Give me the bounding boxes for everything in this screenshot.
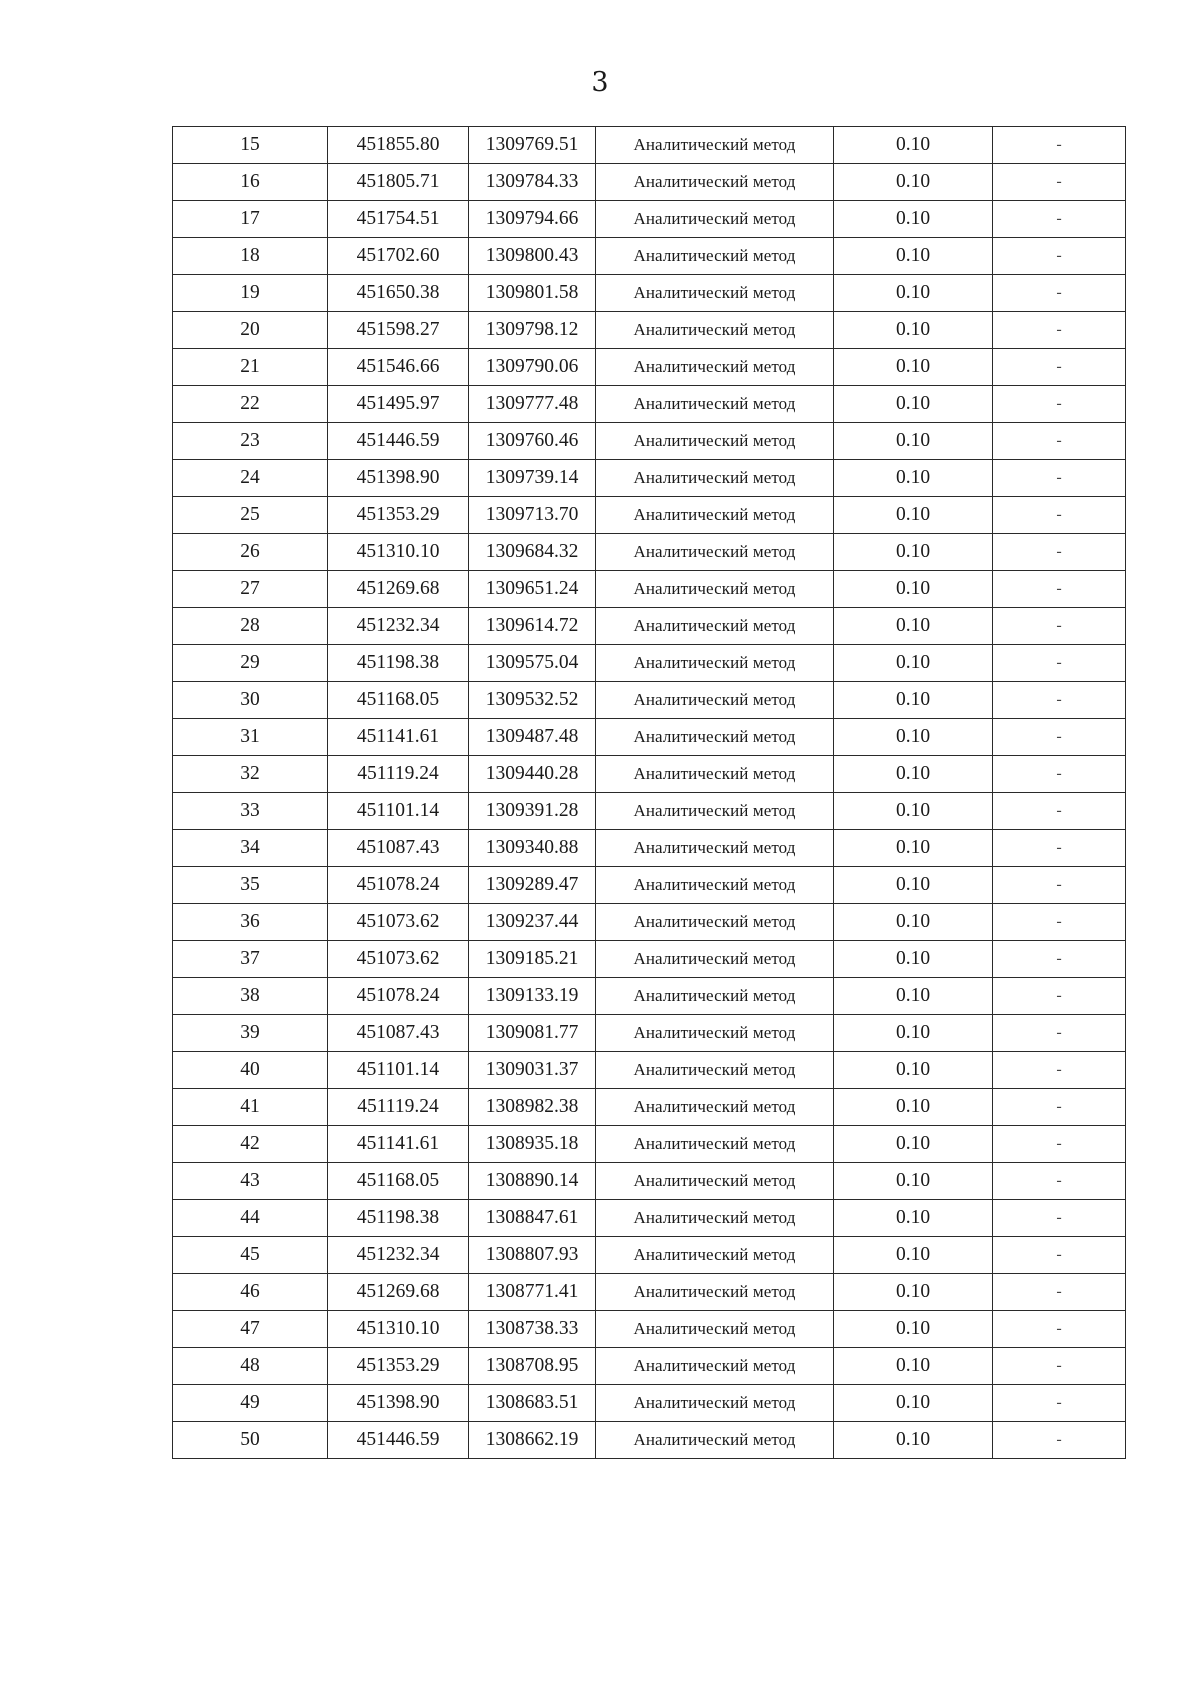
- note-cell: -: [993, 904, 1126, 941]
- y-coordinate-cell: 1308982.38: [469, 1089, 596, 1126]
- x-coordinate-cell: 451446.59: [328, 1422, 469, 1459]
- point-number-cell: 26: [173, 534, 328, 571]
- note-cell: -: [993, 238, 1126, 275]
- point-number-cell: 20: [173, 312, 328, 349]
- method-cell: Аналитический метод: [596, 571, 834, 608]
- point-number-cell: 24: [173, 460, 328, 497]
- note-cell: -: [993, 1311, 1126, 1348]
- note-cell: -: [993, 1348, 1126, 1385]
- accuracy-cell: 0.10: [834, 719, 993, 756]
- point-number-cell: 50: [173, 1422, 328, 1459]
- x-coordinate-cell: 451232.34: [328, 1237, 469, 1274]
- table-row: [173, 1052, 1126, 1089]
- point-number-cell: 40: [173, 1052, 328, 1089]
- y-coordinate-cell: 1309713.70: [469, 497, 596, 534]
- y-coordinate-cell: 1308890.14: [469, 1163, 596, 1200]
- note-cell: -: [993, 127, 1126, 164]
- y-coordinate-cell: 1308683.51: [469, 1385, 596, 1422]
- note-cell: -: [993, 1126, 1126, 1163]
- accuracy-cell: 0.10: [834, 682, 993, 719]
- x-coordinate-cell: 451101.14: [328, 793, 469, 830]
- table-row: [173, 1163, 1126, 1200]
- table-row: [173, 571, 1126, 608]
- x-coordinate-cell: 451119.24: [328, 1089, 469, 1126]
- accuracy-cell: 0.10: [834, 1311, 993, 1348]
- x-coordinate-cell: 451353.29: [328, 497, 469, 534]
- note-cell: -: [993, 1052, 1126, 1089]
- note-cell: -: [993, 608, 1126, 645]
- table-row: [173, 793, 1126, 830]
- table-row: [173, 941, 1126, 978]
- table-row: [173, 1274, 1126, 1311]
- method-cell: Аналитический метод: [596, 1348, 834, 1385]
- method-cell: Аналитический метод: [596, 349, 834, 386]
- method-cell: Аналитический метод: [596, 1200, 834, 1237]
- method-cell: Аналитический метод: [596, 719, 834, 756]
- x-coordinate-cell: 451702.60: [328, 238, 469, 275]
- y-coordinate-cell: 1309769.51: [469, 127, 596, 164]
- note-cell: -: [993, 645, 1126, 682]
- table-row: [173, 830, 1126, 867]
- table-row: [173, 386, 1126, 423]
- point-number-cell: 31: [173, 719, 328, 756]
- x-coordinate-cell: 451310.10: [328, 1311, 469, 1348]
- x-coordinate-cell: 451855.80: [328, 127, 469, 164]
- method-cell: Аналитический метод: [596, 756, 834, 793]
- method-cell: Аналитический метод: [596, 645, 834, 682]
- point-number-cell: 15: [173, 127, 328, 164]
- x-coordinate-cell: 451073.62: [328, 941, 469, 978]
- point-number-cell: 25: [173, 497, 328, 534]
- accuracy-cell: 0.10: [834, 275, 993, 312]
- table-row: [173, 1089, 1126, 1126]
- note-cell: -: [993, 571, 1126, 608]
- method-cell: Аналитический метод: [596, 1052, 834, 1089]
- note-cell: -: [993, 830, 1126, 867]
- note-cell: -: [993, 423, 1126, 460]
- y-coordinate-cell: 1309614.72: [469, 608, 596, 645]
- method-cell: Аналитический метод: [596, 682, 834, 719]
- x-coordinate-cell: 451598.27: [328, 312, 469, 349]
- note-cell: -: [993, 534, 1126, 571]
- x-coordinate-cell: 451398.90: [328, 1385, 469, 1422]
- method-cell: Аналитический метод: [596, 497, 834, 534]
- table-row: [173, 460, 1126, 497]
- point-number-cell: 22: [173, 386, 328, 423]
- method-cell: Аналитический метод: [596, 1126, 834, 1163]
- point-number-cell: 33: [173, 793, 328, 830]
- accuracy-cell: 0.10: [834, 312, 993, 349]
- point-number-cell: 41: [173, 1089, 328, 1126]
- y-coordinate-cell: 1308662.19: [469, 1422, 596, 1459]
- y-coordinate-cell: 1309777.48: [469, 386, 596, 423]
- note-cell: -: [993, 756, 1126, 793]
- y-coordinate-cell: 1308738.33: [469, 1311, 596, 1348]
- x-coordinate-cell: 451087.43: [328, 1015, 469, 1052]
- method-cell: Аналитический метод: [596, 275, 834, 312]
- accuracy-cell: 0.10: [834, 830, 993, 867]
- table-row: [173, 275, 1126, 312]
- method-cell: Аналитический метод: [596, 793, 834, 830]
- accuracy-cell: 0.10: [834, 423, 993, 460]
- note-cell: -: [993, 386, 1126, 423]
- method-cell: Аналитический метод: [596, 423, 834, 460]
- table-row: [173, 682, 1126, 719]
- accuracy-cell: 0.10: [834, 904, 993, 941]
- point-number-cell: 32: [173, 756, 328, 793]
- y-coordinate-cell: 1309798.12: [469, 312, 596, 349]
- accuracy-cell: 0.10: [834, 1237, 993, 1274]
- x-coordinate-cell: 451805.71: [328, 164, 469, 201]
- method-cell: Аналитический метод: [596, 534, 834, 571]
- table-row: [173, 719, 1126, 756]
- x-coordinate-cell: 451141.61: [328, 1126, 469, 1163]
- accuracy-cell: 0.10: [834, 349, 993, 386]
- accuracy-cell: 0.10: [834, 127, 993, 164]
- method-cell: Аналитический метод: [596, 830, 834, 867]
- method-cell: Аналитический метод: [596, 1422, 834, 1459]
- method-cell: Аналитический метод: [596, 1163, 834, 1200]
- y-coordinate-cell: 1309790.06: [469, 349, 596, 386]
- table-row: [173, 534, 1126, 571]
- point-number-cell: 45: [173, 1237, 328, 1274]
- accuracy-cell: 0.10: [834, 867, 993, 904]
- x-coordinate-cell: 451232.34: [328, 608, 469, 645]
- point-number-cell: 43: [173, 1163, 328, 1200]
- y-coordinate-cell: 1309575.04: [469, 645, 596, 682]
- y-coordinate-cell: 1309784.33: [469, 164, 596, 201]
- note-cell: -: [993, 201, 1126, 238]
- accuracy-cell: 0.10: [834, 1348, 993, 1385]
- table-body: [173, 127, 1126, 1459]
- note-cell: -: [993, 867, 1126, 904]
- table-row: [173, 349, 1126, 386]
- accuracy-cell: 0.10: [834, 1274, 993, 1311]
- y-coordinate-cell: 1309440.28: [469, 756, 596, 793]
- accuracy-cell: 0.10: [834, 238, 993, 275]
- point-number-cell: 44: [173, 1200, 328, 1237]
- table-row: [173, 423, 1126, 460]
- table-row: [173, 238, 1126, 275]
- point-number-cell: 19: [173, 275, 328, 312]
- x-coordinate-cell: 451198.38: [328, 645, 469, 682]
- y-coordinate-cell: 1308847.61: [469, 1200, 596, 1237]
- point-number-cell: 47: [173, 1311, 328, 1348]
- x-coordinate-cell: 451310.10: [328, 534, 469, 571]
- accuracy-cell: 0.10: [834, 793, 993, 830]
- y-coordinate-cell: 1309185.21: [469, 941, 596, 978]
- x-coordinate-cell: 451073.62: [328, 904, 469, 941]
- y-coordinate-cell: 1309651.24: [469, 571, 596, 608]
- y-coordinate-cell: 1309739.14: [469, 460, 596, 497]
- method-cell: Аналитический метод: [596, 941, 834, 978]
- y-coordinate-cell: 1309081.77: [469, 1015, 596, 1052]
- x-coordinate-cell: 451087.43: [328, 830, 469, 867]
- accuracy-cell: 0.10: [834, 978, 993, 1015]
- table-row: [173, 127, 1126, 164]
- accuracy-cell: 0.10: [834, 201, 993, 238]
- y-coordinate-cell: 1309340.88: [469, 830, 596, 867]
- point-number-cell: 49: [173, 1385, 328, 1422]
- note-cell: -: [993, 941, 1126, 978]
- note-cell: -: [993, 497, 1126, 534]
- method-cell: Аналитический метод: [596, 201, 834, 238]
- method-cell: Аналитический метод: [596, 904, 834, 941]
- note-cell: -: [993, 460, 1126, 497]
- x-coordinate-cell: 451269.68: [328, 1274, 469, 1311]
- note-cell: -: [993, 1274, 1126, 1311]
- table-row: [173, 904, 1126, 941]
- note-cell: -: [993, 793, 1126, 830]
- accuracy-cell: 0.10: [834, 571, 993, 608]
- accuracy-cell: 0.10: [834, 1089, 993, 1126]
- y-coordinate-cell: 1309237.44: [469, 904, 596, 941]
- y-coordinate-cell: 1308771.41: [469, 1274, 596, 1311]
- point-number-cell: 17: [173, 201, 328, 238]
- accuracy-cell: 0.10: [834, 941, 993, 978]
- point-number-cell: 46: [173, 1274, 328, 1311]
- y-coordinate-cell: 1309289.47: [469, 867, 596, 904]
- y-coordinate-cell: 1308807.93: [469, 1237, 596, 1274]
- x-coordinate-cell: 451168.05: [328, 682, 469, 719]
- x-coordinate-cell: 451141.61: [328, 719, 469, 756]
- point-number-cell: 36: [173, 904, 328, 941]
- method-cell: Аналитический метод: [596, 312, 834, 349]
- point-number-cell: 27: [173, 571, 328, 608]
- y-coordinate-cell: 1309801.58: [469, 275, 596, 312]
- table-row: [173, 978, 1126, 1015]
- point-number-cell: 37: [173, 941, 328, 978]
- y-coordinate-cell: 1309684.32: [469, 534, 596, 571]
- note-cell: -: [993, 1422, 1126, 1459]
- point-number-cell: 28: [173, 608, 328, 645]
- x-coordinate-cell: 451446.59: [328, 423, 469, 460]
- accuracy-cell: 0.10: [834, 645, 993, 682]
- method-cell: Аналитический метод: [596, 1237, 834, 1274]
- point-number-cell: 30: [173, 682, 328, 719]
- y-coordinate-cell: 1309532.52: [469, 682, 596, 719]
- x-coordinate-cell: 451078.24: [328, 978, 469, 1015]
- point-number-cell: 34: [173, 830, 328, 867]
- accuracy-cell: 0.10: [834, 608, 993, 645]
- table-row: [173, 1311, 1126, 1348]
- note-cell: -: [993, 719, 1126, 756]
- table-row: [173, 1422, 1126, 1459]
- point-number-cell: 18: [173, 238, 328, 275]
- point-number-cell: 16: [173, 164, 328, 201]
- accuracy-cell: 0.10: [834, 460, 993, 497]
- coordinates-table: [172, 126, 1126, 1459]
- table-row: [173, 1348, 1126, 1385]
- table-row: [173, 164, 1126, 201]
- method-cell: Аналитический метод: [596, 164, 834, 201]
- x-coordinate-cell: 451353.29: [328, 1348, 469, 1385]
- x-coordinate-cell: 451168.05: [328, 1163, 469, 1200]
- y-coordinate-cell: 1308708.95: [469, 1348, 596, 1385]
- x-coordinate-cell: 451198.38: [328, 1200, 469, 1237]
- note-cell: -: [993, 1200, 1126, 1237]
- accuracy-cell: 0.10: [834, 1163, 993, 1200]
- point-number-cell: 42: [173, 1126, 328, 1163]
- accuracy-cell: 0.10: [834, 1052, 993, 1089]
- method-cell: Аналитический метод: [596, 238, 834, 275]
- point-number-cell: 23: [173, 423, 328, 460]
- table-row: [173, 497, 1126, 534]
- table-row: [173, 608, 1126, 645]
- table-row: [173, 1200, 1126, 1237]
- table-row: [173, 1237, 1126, 1274]
- x-coordinate-cell: 451078.24: [328, 867, 469, 904]
- point-number-cell: 29: [173, 645, 328, 682]
- note-cell: -: [993, 312, 1126, 349]
- x-coordinate-cell: 451269.68: [328, 571, 469, 608]
- point-number-cell: 21: [173, 349, 328, 386]
- point-number-cell: 48: [173, 1348, 328, 1385]
- method-cell: Аналитический метод: [596, 978, 834, 1015]
- method-cell: Аналитический метод: [596, 608, 834, 645]
- note-cell: -: [993, 1237, 1126, 1274]
- table-row: [173, 1015, 1126, 1052]
- y-coordinate-cell: 1309031.37: [469, 1052, 596, 1089]
- accuracy-cell: 0.10: [834, 386, 993, 423]
- y-coordinate-cell: 1309794.66: [469, 201, 596, 238]
- table-row: [173, 1385, 1126, 1422]
- table-row: [173, 201, 1126, 238]
- note-cell: -: [993, 1015, 1126, 1052]
- table-row: [173, 867, 1126, 904]
- accuracy-cell: 0.10: [834, 1385, 993, 1422]
- method-cell: Аналитический метод: [596, 1089, 834, 1126]
- table-row: [173, 645, 1126, 682]
- accuracy-cell: 0.10: [834, 1422, 993, 1459]
- y-coordinate-cell: 1309487.48: [469, 719, 596, 756]
- note-cell: -: [993, 978, 1126, 1015]
- method-cell: Аналитический метод: [596, 867, 834, 904]
- accuracy-cell: 0.10: [834, 164, 993, 201]
- x-coordinate-cell: 451495.97: [328, 386, 469, 423]
- note-cell: -: [993, 349, 1126, 386]
- x-coordinate-cell: 451398.90: [328, 460, 469, 497]
- point-number-cell: 39: [173, 1015, 328, 1052]
- method-cell: Аналитический метод: [596, 386, 834, 423]
- y-coordinate-cell: 1308935.18: [469, 1126, 596, 1163]
- method-cell: Аналитический метод: [596, 1015, 834, 1052]
- y-coordinate-cell: 1309133.19: [469, 978, 596, 1015]
- method-cell: Аналитический метод: [596, 460, 834, 497]
- method-cell: Аналитический метод: [596, 1274, 834, 1311]
- accuracy-cell: 0.10: [834, 1200, 993, 1237]
- x-coordinate-cell: 451119.24: [328, 756, 469, 793]
- method-cell: Аналитический метод: [596, 127, 834, 164]
- note-cell: -: [993, 1385, 1126, 1422]
- method-cell: Аналитический метод: [596, 1311, 834, 1348]
- method-cell: Аналитический метод: [596, 1385, 834, 1422]
- accuracy-cell: 0.10: [834, 497, 993, 534]
- table-row: [173, 312, 1126, 349]
- page-number: 3: [591, 67, 609, 98]
- note-cell: -: [993, 1089, 1126, 1126]
- accuracy-cell: 0.10: [834, 534, 993, 571]
- table-row: [173, 756, 1126, 793]
- accuracy-cell: 0.10: [834, 1015, 993, 1052]
- y-coordinate-cell: 1309391.28: [469, 793, 596, 830]
- accuracy-cell: 0.10: [834, 756, 993, 793]
- x-coordinate-cell: 451754.51: [328, 201, 469, 238]
- accuracy-cell: 0.10: [834, 1126, 993, 1163]
- point-number-cell: 35: [173, 867, 328, 904]
- note-cell: -: [993, 164, 1126, 201]
- y-coordinate-cell: 1309760.46: [469, 423, 596, 460]
- note-cell: -: [993, 682, 1126, 719]
- note-cell: -: [993, 1163, 1126, 1200]
- x-coordinate-cell: 451650.38: [328, 275, 469, 312]
- note-cell: -: [993, 275, 1126, 312]
- y-coordinate-cell: 1309800.43: [469, 238, 596, 275]
- x-coordinate-cell: 451101.14: [328, 1052, 469, 1089]
- point-number-cell: 38: [173, 978, 328, 1015]
- table-row: [173, 1126, 1126, 1163]
- x-coordinate-cell: 451546.66: [328, 349, 469, 386]
